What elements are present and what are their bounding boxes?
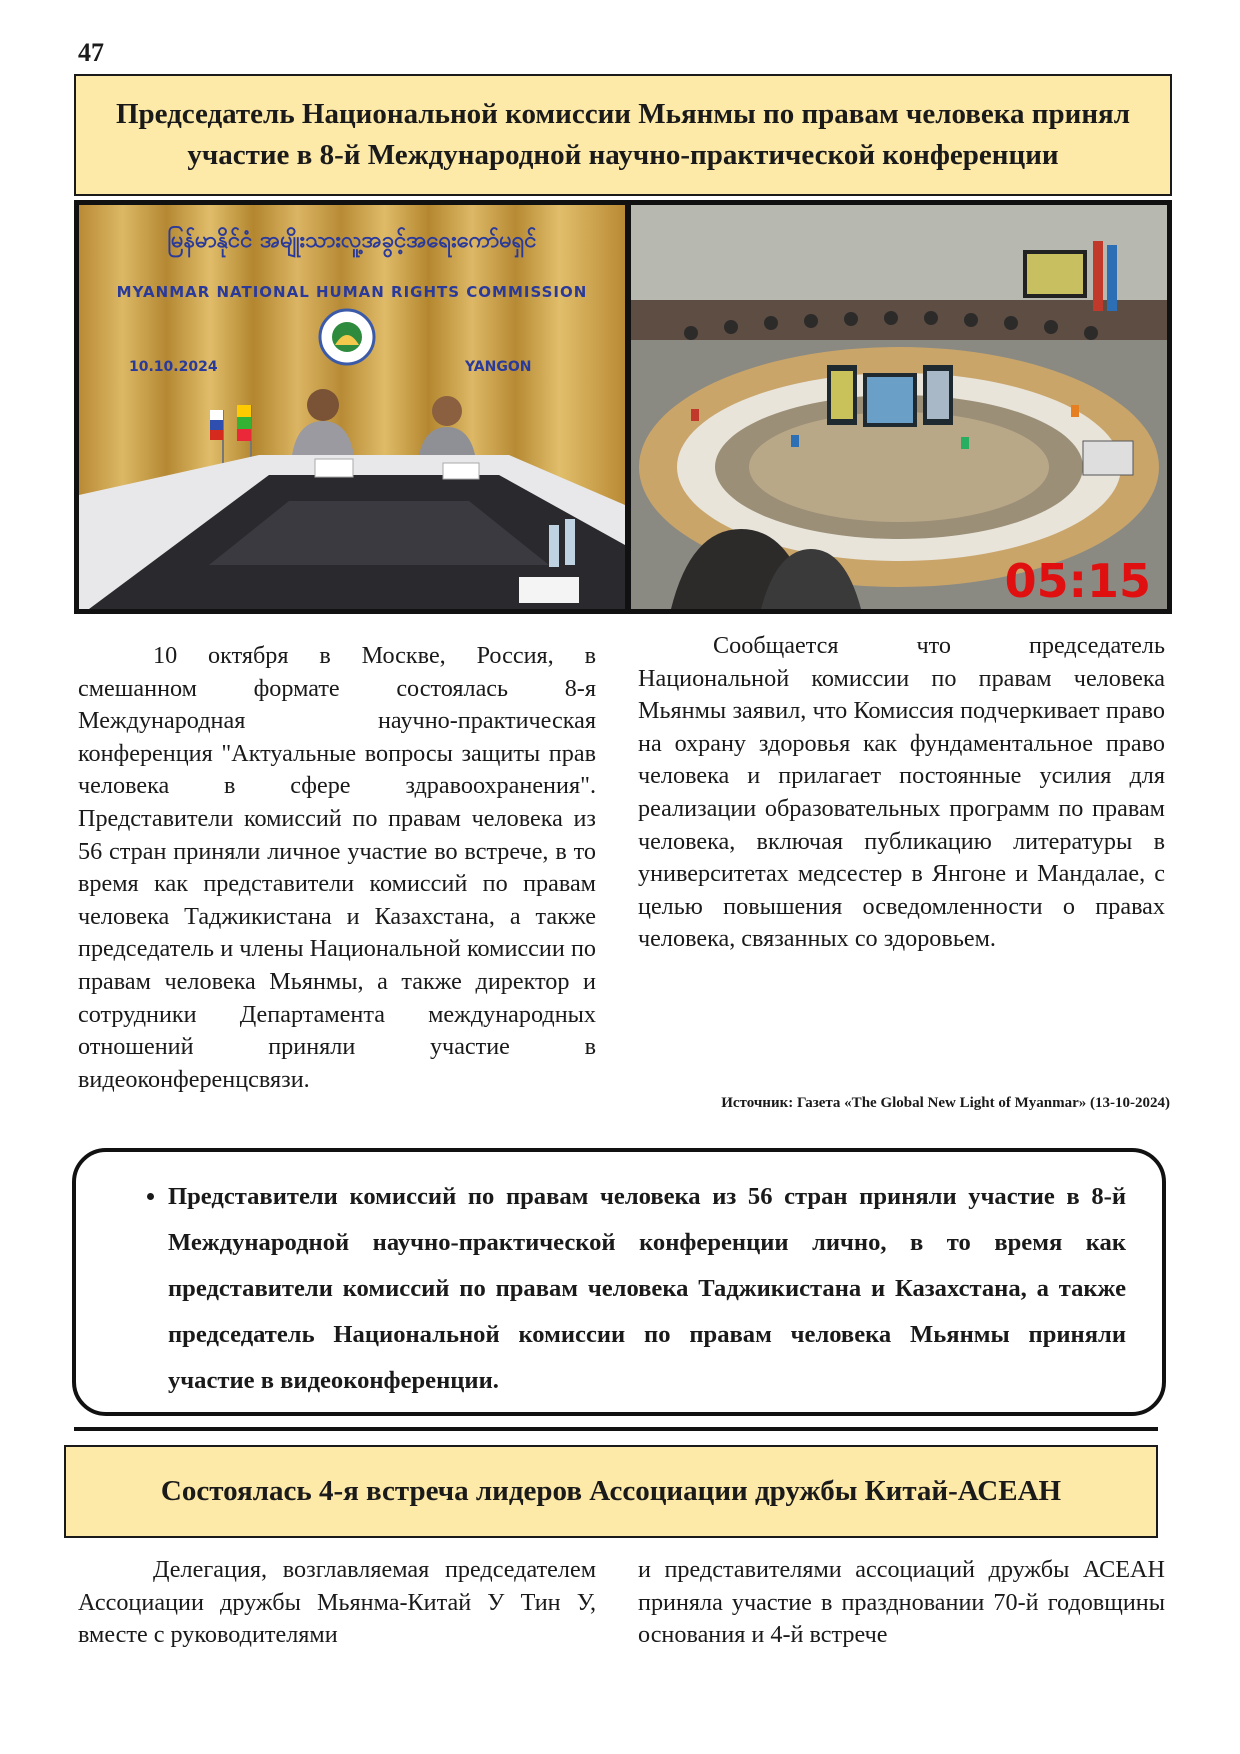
article1-paragraph-left: 10 октября в Москве, Россия, в смешанном формате состоялась 8-я Международная научно-практическая конференция "Актуальные вопросы защиты прав человека в сфере здравоохранения". Представители комиссий по правам человека из 56 стран приняли личное участие во встрече, в то время как представители комиссий по правам человека Таджикистана и Казахстана, а также председатель и члены Национальной комиссии по правам человека Мьянмы, а также директор и сотрудники Департамента международных отношений приняли участие в видеоконференцсвязи. [78,642,596,1093]
wall-screen-icon [1023,250,1087,298]
article2-title [64,1445,1158,1538]
photo-frame [74,200,1172,614]
article2-paragraph-right: и представителями ассоциаций дружбы АСЕАН приняла участие в праздновании 70-й годовщины основания и 4-й встрече [638,1556,1165,1649]
article1-column-right [638,630,1165,956]
photo-commission-yangon [79,205,625,609]
article2-column-left [78,1554,596,1652]
photo-date-text: 10.10.2024 [129,359,218,375]
article-title-text: Председатель Национальной комиссии Мьянмы по правам человека принял участие в 8-й Международной научно-практической конференции [115,97,1131,171]
photo-commission-yangon-image [79,205,625,609]
article2-column-right [638,1554,1165,1652]
article2-title-text: Состоялась 4-я встреча лидеров Ассоциации дружбы Китай-АСЕАН [160,1474,1062,1507]
banner-english-text: MYANMAR NATIONAL HUMAN RIGHTS COMMISSION [116,283,588,301]
photo-conference-hall-image [631,205,1167,609]
session-timer: 05:15 [1004,554,1151,608]
highlight-box [72,1148,1166,1416]
section-divider [74,1427,1158,1431]
page-number: 47 [78,38,104,67]
article1-column-left [78,640,596,1096]
article-title [74,74,1172,196]
article1-paragraph-right: Сообщается что председатель Национальной комиссии по правам человека Мьянмы заявил, что Комиссия подчеркивает право на охрану здоровья как фундаментальное право человека и прилагает постоянные усилия для реализации образовательных программ по правам человека, включая публикацию литературы в университетах медсестер в Янгоне и Мандалае, с целью повышения осведомленности о правах человека, связанных со здоровьем. [638,632,1165,953]
highlight-list [128,1174,1126,1404]
photo-city-text: YANGON [465,359,532,375]
photo-conference-hall [631,205,1167,609]
highlight-bullet: • Представители комиссий по правам человека из 56 стран приняли участие в 8-й Международной научно-практической конференции лично, в то время как представители комиссий по правам человека Таджикистана и Казахстана, а также председатель Национальной комиссии по правам человека Мьянмы приняли участие в видеоконференции. [168,1174,1126,1404]
article2-paragraph-left: Делегация, возглавляемая председателем Ассоциации дружбы Мьянма-Китай У Тин У, вместе с руководителями [78,1556,596,1649]
banner-myanmar-text: မြန်မာနိုင်ငံ အမျိုးသားလူ့အခွင့်အရေးကော်မရှင် [167,228,537,253]
commission-emblem-icon [320,310,374,364]
article1-source: Источник: Газета «The Global New Light of Myanmar» (13-10-2024) [721,1095,1170,1111]
center-monitors-icon [827,365,953,427]
